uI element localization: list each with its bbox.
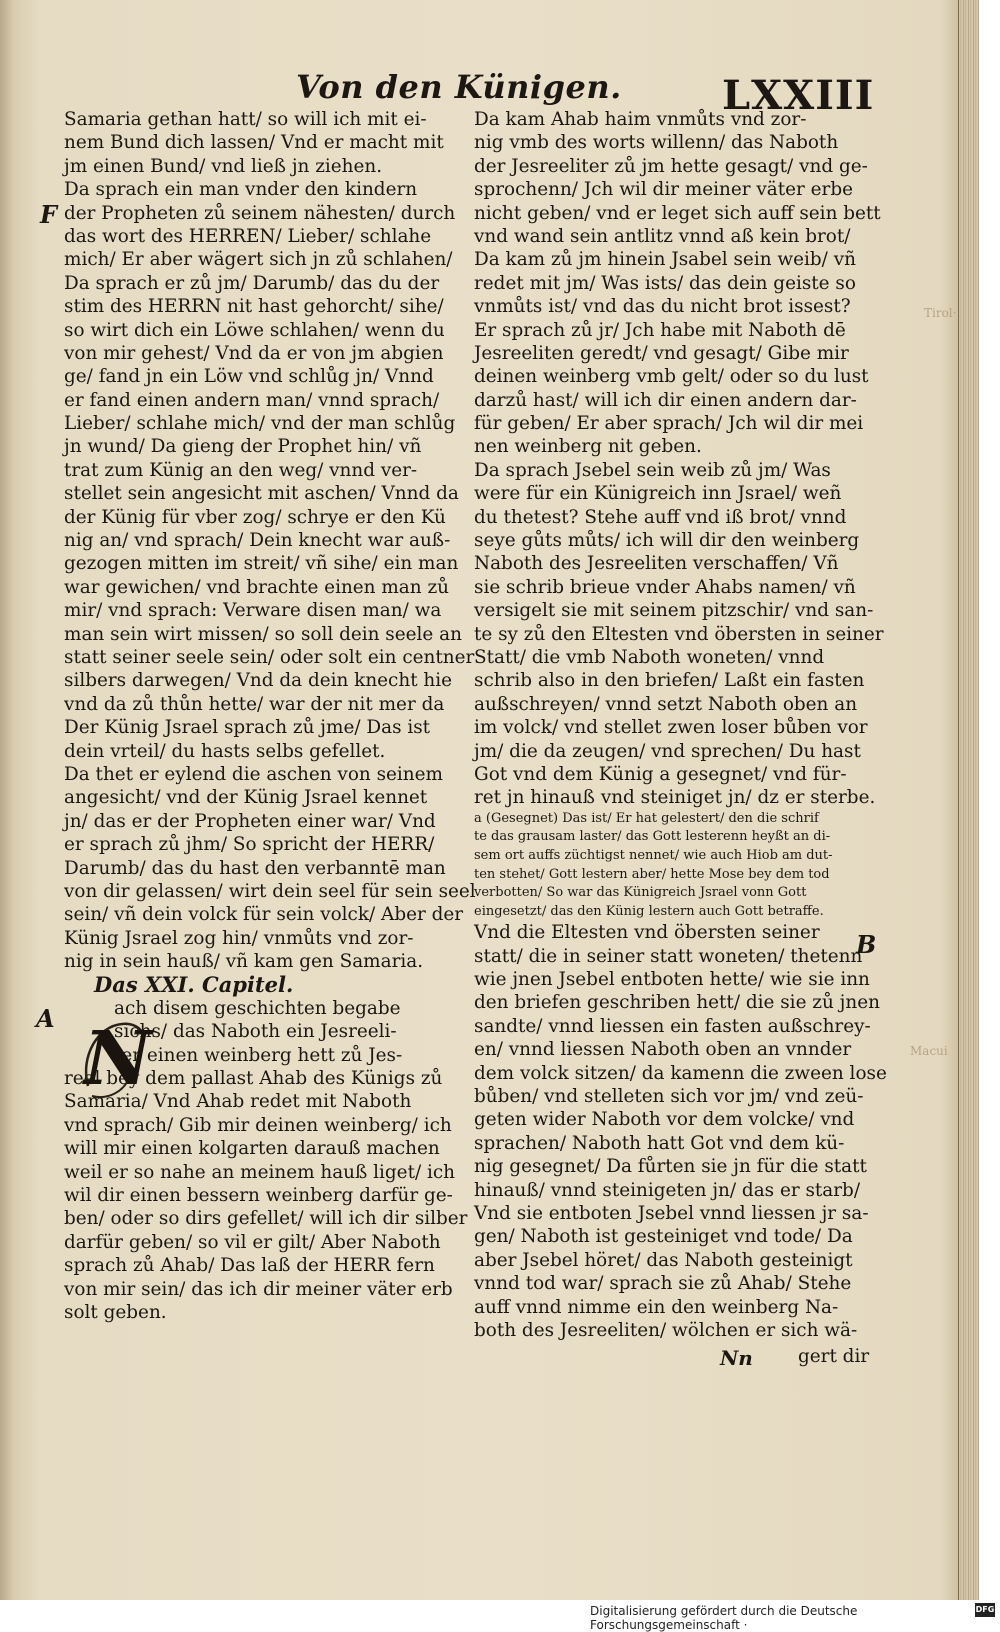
text-line: ben/ oder so dirs gefellet/ will ich dir silber bbox=[64, 1208, 468, 1230]
text-line: both des Jesreeliten/ wölchen er sich wä- bbox=[474, 1319, 858, 1341]
text-line: vnd sprach/ Gib mir deinen weinberg/ ich bbox=[64, 1114, 452, 1136]
text-line: jn wund/ Da gieng der Prophet hin/ vñ bbox=[64, 436, 422, 458]
page-edge bbox=[958, 0, 979, 1600]
text-line: Da sprach Jsebel sein weib zů jm/ Was bbox=[474, 459, 831, 481]
text-line: ter einen weinberg hett zů Jes- bbox=[114, 1044, 403, 1066]
text-line: dein vrteil/ du hasts selbs gefellet. bbox=[64, 740, 386, 762]
text-line: sandte/ vnnd liessen ein fasten außschrey- bbox=[474, 1015, 871, 1037]
text-line: gen/ Naboth ist gesteiniget vnd tode/ Da bbox=[474, 1226, 853, 1248]
text-line: trat zum Künig an den weg/ vnnd ver- bbox=[64, 459, 418, 481]
text-line: versigelt sie mit seinem pitzschir/ vnd san- bbox=[474, 600, 874, 622]
text-line: Da kam Ahab haim vnmůts vnd zor- bbox=[474, 109, 807, 130]
text-line: Statt/ die vmb Naboth woneten/ vnnd bbox=[474, 646, 825, 668]
text-line: geten wider Naboth vor dem volcke/ vnd bbox=[474, 1109, 855, 1131]
text-line: er fand einen andern man/ vnnd sprach/ bbox=[64, 389, 440, 411]
folio-number: LXXIII bbox=[722, 72, 875, 119]
bleed-through-note: Macui bbox=[910, 1044, 948, 1058]
text-line: war gewichen/ vnd brachte einen man zů bbox=[64, 576, 449, 598]
text-line: den briefen geschriben hett/ die sie zů jnen bbox=[474, 992, 880, 1014]
text-line: Got vnd dem Künig a gesegnet/ vnd für- bbox=[474, 763, 847, 785]
text-line: jn/ das er der Propheten einer war/ Vnd bbox=[64, 810, 436, 832]
text-line: Naboth des Jesreeliten verschaffen/ Vñ bbox=[474, 553, 839, 575]
text-line: Vnd sie entboten Jsebel vnnd liessen jr sa- bbox=[474, 1202, 869, 1224]
right-column bbox=[474, 108, 887, 1342]
text-line: deinen weinberg vmb gelt/ oder so du lust bbox=[474, 366, 869, 388]
text-line: vnnd tod war/ sprach sie zů Ahab/ Stehe bbox=[474, 1273, 852, 1295]
text-line: ge/ fand jn ein Löw vnd schlůg jn/ Vnnd bbox=[64, 366, 434, 388]
text-line: von mir sein/ das ich dir meiner väter erb bbox=[64, 1278, 453, 1300]
text-line: sie schrib brieue vnder Ahabs namen/ vñ bbox=[474, 576, 856, 598]
text-line: jm/ die da zeugen/ vnd sprechen/ Du hast bbox=[474, 740, 861, 762]
bleed-through-note: Tirol· bbox=[924, 306, 957, 320]
text-line: dem volck sitzen/ da kamenn die zween lose bbox=[474, 1062, 887, 1084]
text-line: jm einen Bund/ vnd ließ jn ziehen. bbox=[64, 155, 383, 177]
text-line: ret jn hinauß vnd steiniget jn/ dz er sterbe. bbox=[474, 787, 876, 809]
text-line: nem Bund dich lassen/ Vnd er macht mit bbox=[64, 132, 444, 154]
text-line: Künig Jsrael zog hin/ vnmůts vnd zor- bbox=[64, 927, 414, 949]
text-line: darfür geben/ so vil er gilt/ Aber Naboth bbox=[64, 1231, 441, 1253]
text-line: vnd wand sein antlitz vnnd aß kein brot/ bbox=[474, 225, 851, 247]
text-line: mir/ vnd sprach: Verware disen man/ wa bbox=[64, 600, 442, 622]
text-line: nicht geben/ vnd er leget sich auff sein bett bbox=[474, 202, 881, 224]
text-line: nig gesegnet/ Da fůrten sie jn für die statt bbox=[474, 1156, 867, 1178]
text-line: sprach zů Ahab/ Das laß der HERR fern bbox=[64, 1255, 435, 1277]
text-line: Da thet er eylend die aschen von seinem bbox=[64, 763, 443, 785]
text-line: der Jesreeliter zů jm hette gesagt/ vnd ge- bbox=[474, 155, 868, 177]
digitization-credit: Digitalisierung gefördert durch die Deutsche Forschungsgemeinschaft · bbox=[590, 1604, 858, 1632]
text-line: Samaria/ Vnd Ahab redet mit Naboth bbox=[64, 1091, 412, 1113]
text-line: schrib also in den briefen/ Laßt ein fasten bbox=[474, 670, 865, 692]
text-line: nig vmb des worts willenn/ das Naboth bbox=[474, 132, 839, 154]
decorated-initial: N bbox=[84, 1016, 152, 1102]
text-line: a (Gesegnet) Das ist/ Er hat gelestert/ den die schrif bbox=[474, 810, 819, 826]
signature-mark: Nn bbox=[720, 1346, 753, 1370]
text-line: statt seiner seele sein/ oder solt ein centner bbox=[64, 646, 475, 668]
text-line: außschreyen/ vnnd setzt Naboth oben an bbox=[474, 693, 858, 715]
text-line: Er sprach zů jr/ Jch habe mit Naboth dē bbox=[474, 319, 846, 341]
text-line: verbotten/ So war das Künigreich Jsrael vonn Gott bbox=[474, 885, 807, 901]
text-line: ten stehet/ Gott lestern aber/ hette Mose bey dem tod bbox=[474, 866, 830, 882]
text-line: mich/ Er aber wägert sich jn zů schlahen/ bbox=[64, 249, 453, 271]
running-title: Von den Künigen. bbox=[296, 68, 622, 106]
text-line: ach disem geschichten begabe bbox=[114, 997, 401, 1019]
text-line: were für ein Künigreich inn Jsrael/ weñ bbox=[474, 483, 842, 505]
text-line: will mir einen kolgarten darauß machen bbox=[64, 1138, 440, 1160]
text-line: sichs/ das Naboth ein Jesreeli- bbox=[114, 1021, 397, 1043]
left-column bbox=[64, 108, 476, 1324]
text-line: wie jnen Jsebel entboten hette/ wie sie inn bbox=[474, 969, 870, 991]
text-line: sprochenn/ Jch wil dir meiner väter erbe bbox=[474, 179, 854, 201]
text-line: wil dir einen bessern weinberg darfür ge- bbox=[64, 1184, 453, 1206]
text-line: te das grausam laster/ das Gott lesterenn heyßt an di- bbox=[474, 829, 831, 845]
text-line: so wirt dich ein Löwe schlahen/ wenn du bbox=[64, 319, 445, 341]
dfg-logo: DFG bbox=[975, 1603, 995, 1617]
text-line: redet mit jm/ Was ists/ das dein geiste so bbox=[474, 272, 856, 294]
text-line: gezogen mitten im streit/ vñ sihe/ ein man bbox=[64, 553, 459, 575]
text-line: stellet sein angesicht mit aschen/ Vnnd da bbox=[64, 483, 459, 505]
text-line: stim des HERRN nit hast gehorcht/ sihe/ bbox=[64, 296, 444, 318]
text-line: Da kam zů jm hinein Jsabel sein weib/ vñ bbox=[474, 249, 856, 271]
margin-letter-b: B bbox=[856, 930, 877, 959]
text-line: sein/ vñ dein volck für sein volck/ Aber der bbox=[64, 904, 464, 926]
text-line: silbers darwegen/ Vnd da dein knecht hie bbox=[64, 670, 453, 692]
text-line: Jesreeliten geredt/ vnd gesagt/ Gibe mir bbox=[474, 342, 849, 364]
text-line: sprachen/ Naboth hatt Got vnd dem kü- bbox=[474, 1132, 845, 1154]
text-line: reel bey dem pallast Ahab des Künigs zů bbox=[64, 1068, 443, 1090]
text-line: nig an/ vnd sprach/ Dein knecht war auß- bbox=[64, 530, 451, 552]
text-line: nen weinberg nit geben. bbox=[474, 436, 702, 458]
text-line: vnmůts ist/ vnd das du nicht brot issest? bbox=[474, 296, 851, 318]
text-line: te sy zů den Eltesten vnd öbersten in seiner bbox=[474, 623, 884, 645]
text-line: Da sprach er zů jm/ Darumb/ das du der bbox=[64, 272, 440, 294]
text-line: im volck/ vnd stellet zwen loser bůben vor bbox=[474, 717, 868, 739]
text-line: der Propheten zů seinem nähesten/ durch bbox=[64, 202, 456, 224]
text-line: Lieber/ schlahe mich/ vnd der man schlůg bbox=[64, 413, 456, 435]
chapter-heading: Das XXI. Capitel. bbox=[94, 972, 294, 998]
text-line: angesicht/ vnd der Künig Jsrael kennet bbox=[64, 787, 428, 809]
text-line: das wort des HERREN/ Lieber/ schlahe bbox=[64, 225, 432, 247]
text-line: von dir gelassen/ wirt dein seel für sein seel bbox=[64, 880, 476, 902]
text-line: Da sprach ein man vnder den kindern bbox=[64, 179, 418, 201]
text-line: man sein wirt missen/ so soll dein seele an bbox=[64, 623, 462, 645]
text-line: hinauß/ vnnd steinigeten jn/ das er starb/ bbox=[474, 1179, 861, 1201]
text-line: darzů hast/ will ich dir einen andern dar- bbox=[474, 389, 857, 411]
text-line: solt geben. bbox=[64, 1301, 167, 1323]
text-line: vnd da zů thůn hette/ war der nit mer da bbox=[64, 693, 445, 715]
text-line: auff vnnd nimme ein den weinberg Na- bbox=[474, 1296, 839, 1318]
text-line: aber Jsebel höret/ das Naboth gesteinigt bbox=[474, 1249, 853, 1271]
text-line: statt/ die in seiner statt woneten/ thetenn bbox=[474, 945, 863, 967]
text-line: sem ort auffs züchtigst nennet/ wie auch Hiob am dut- bbox=[474, 847, 833, 863]
text-line: Der Künig Jsrael sprach zů jme/ Das ist bbox=[64, 717, 431, 739]
margin-letter-f: F bbox=[40, 200, 58, 229]
text-line: Darumb/ das du hast den verbanntē man bbox=[64, 857, 446, 879]
text-line: der Künig für vber zog/ schrye er den Kü bbox=[64, 506, 446, 528]
margin-letter-a: A bbox=[36, 1004, 55, 1033]
text-line: von mir gehest/ Vnd da er von jm abgien bbox=[64, 342, 444, 364]
text-line: du thetest? Stehe auff vnd iß brot/ vnnd bbox=[474, 506, 847, 528]
catchword: gert dir bbox=[798, 1346, 870, 1367]
text-line: en/ vnnd liessen Naboth oben an vnnder bbox=[474, 1039, 852, 1061]
text-line: nig in sein hauß/ vñ kam gen Samaria. bbox=[64, 951, 424, 973]
text-line: Samaria gethan hatt/ so will ich mit ei- bbox=[64, 109, 427, 130]
text-line: für geben/ Er aber sprach/ Jch wil dir mei bbox=[474, 413, 864, 435]
text-line: weil er so nahe an meinem hauß liget/ ich bbox=[64, 1161, 456, 1183]
text-line: eingesetzt/ das den Künig lestern auch Gott betraffe. bbox=[474, 903, 824, 919]
text-line: Vnd die Eltesten vnd öbersten seiner bbox=[474, 922, 820, 944]
text-line: bůben/ vnd stelleten sich vor jm/ vnd zeü- bbox=[474, 1086, 864, 1108]
text-line: er sprach zů jhm/ So spricht der HERR/ bbox=[64, 834, 435, 856]
text-line: seye gůts můts/ ich will dir den weinberg bbox=[474, 530, 860, 552]
